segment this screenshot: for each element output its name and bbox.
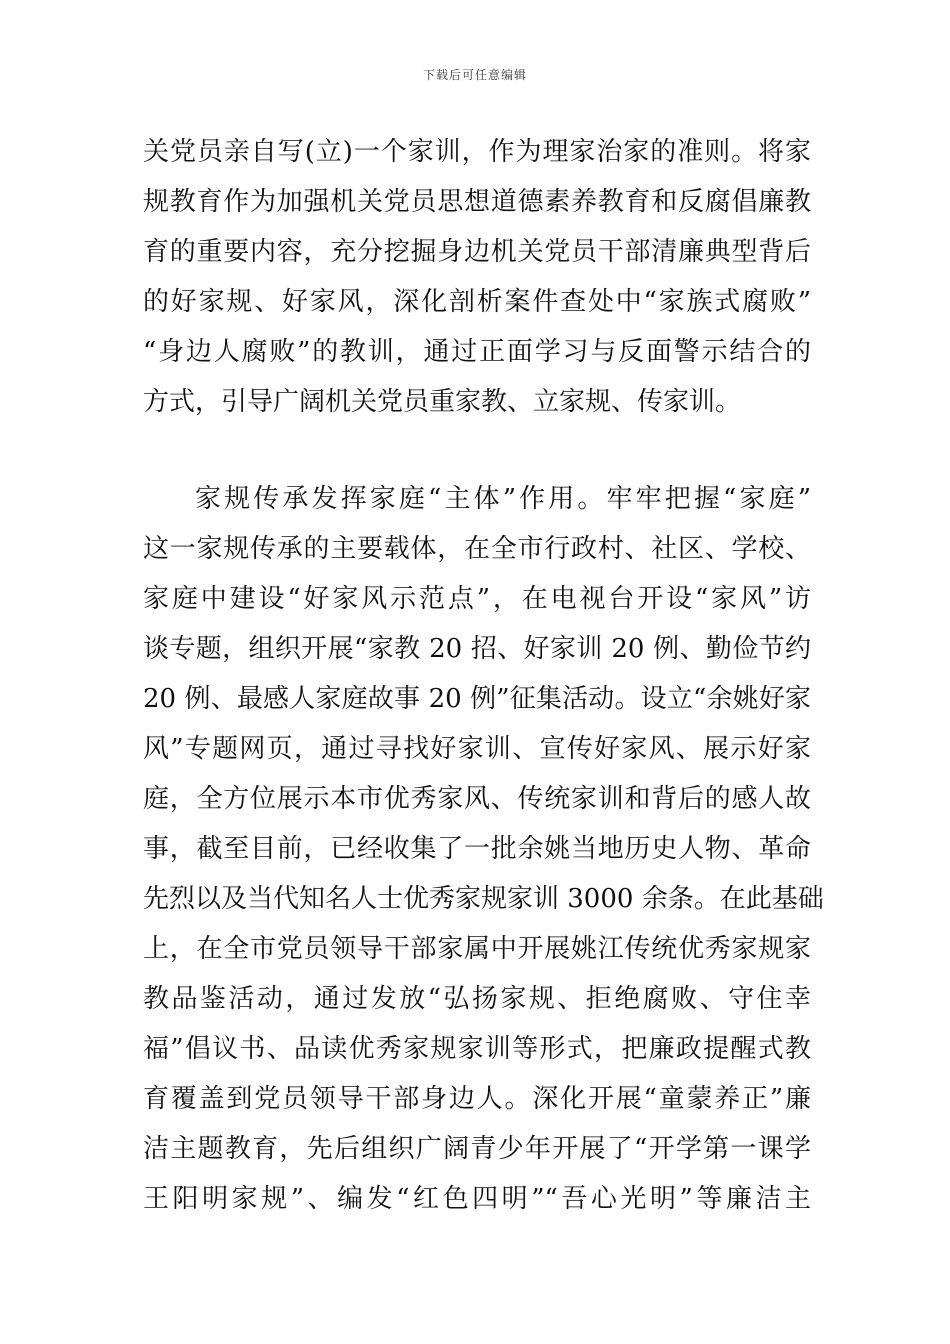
- text-line: 先烈以及当代知名人士优秀家规家训 3000 余条。在此基础: [143, 884, 824, 914]
- text-line: 方式，引导广阔机关党员重家教、立家规、传家训。: [143, 387, 742, 417]
- paragraph-1: [143, 127, 811, 427]
- text-line: 福”倡议书、品读优秀家规家训等形式，把廉政提醒式教: [143, 1034, 811, 1064]
- text-line: 上，在全市党员领导干部家属中开展姚江传统优秀家规家: [143, 934, 811, 964]
- text-line: 20 例、最感人家庭故事 20 例”征集活动。设立“余姚好家: [143, 684, 811, 714]
- text-line: 家庭中建设“好家风示范点”，在电视台开设“家风”访: [143, 584, 811, 614]
- text-line: 庭，全方位展示本市优秀家风、传统家训和背后的感人故: [143, 784, 811, 814]
- text-line: 育的重要内容，充分挖掘身边机关党员干部清廉典型背后: [143, 237, 811, 267]
- text-line: 规教育作为加强机关党员思想道德素养教育和反腐倡廉教: [143, 187, 811, 217]
- text-line: 这一家规传承的主要载体，在全市行政村、社区、学校、: [143, 534, 811, 564]
- paragraph-2: [143, 474, 824, 1224]
- text-line: “身边人腐败”的教训，通过正面学习与反面警示结合的: [143, 337, 811, 367]
- text-line: 风”专题网页，通过寻找好家训、宣传好家风、展示好家: [143, 734, 811, 764]
- text-line: 教品鉴活动，通过发放“弘扬家规、拒绝腐败、守住幸: [143, 984, 811, 1014]
- text-line: 的好家规、好家风，深化剖析案件查处中“家族式腐败”: [143, 287, 811, 317]
- text-line: 事，截至目前，已经收集了一批余姚当地历史人物、革命: [143, 834, 811, 864]
- text-line: 关党员亲自写(立)一个家训，作为理家治家的准则。将家: [143, 137, 811, 167]
- text-line: 王阳明家规”、编发“红色四明”“吾心光明”等廉洁主: [143, 1184, 811, 1214]
- text-line: 育覆盖到党员领导干部身边人。深化开展“童蒙养正”廉: [143, 1084, 811, 1114]
- text-line: 家规传承发挥家庭“主体”作用。牢牢把握“家庭”: [195, 484, 811, 514]
- page-header: 下载后可任意编辑: [422, 68, 527, 82]
- text-line: 洁主题教育，先后组织广阔青少年开展了“开学第一课学: [143, 1134, 811, 1164]
- text-line: 谈专题，组织开展“家教 20 招、好家训 20 例、勤俭节约: [143, 634, 811, 664]
